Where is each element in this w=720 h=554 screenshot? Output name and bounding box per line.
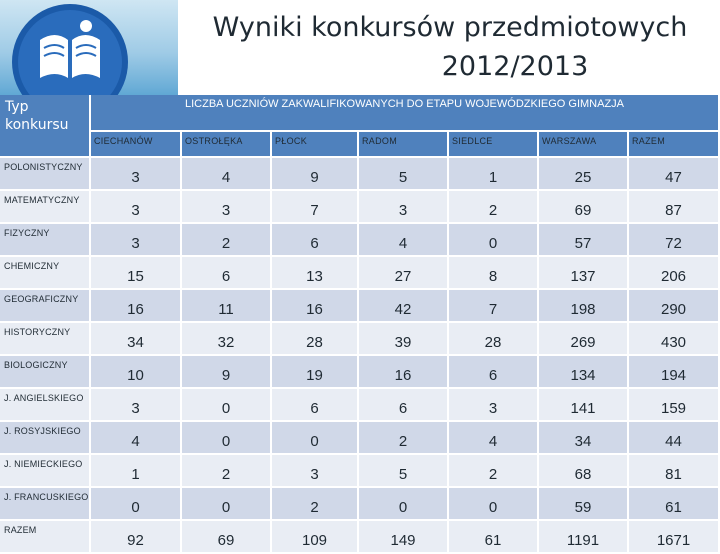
table-cell: 61 bbox=[629, 488, 720, 521]
table-row bbox=[0, 158, 720, 191]
table-cell: 25 bbox=[539, 158, 629, 191]
table-cell: 4 bbox=[91, 422, 182, 455]
table-cell: 149 bbox=[359, 521, 449, 554]
table-cell: 6 bbox=[449, 356, 539, 389]
table-row bbox=[0, 257, 720, 290]
table-cell: 2 bbox=[449, 455, 539, 488]
table-cell: 3 bbox=[91, 158, 182, 191]
table-cell: 0 bbox=[91, 488, 182, 521]
row-label: POLONISTYCZNY bbox=[0, 158, 91, 191]
column-header: OSTROŁĘKA bbox=[182, 132, 272, 158]
row-label: RAZEM bbox=[0, 521, 91, 554]
table-cell: 1 bbox=[91, 455, 182, 488]
table-cell: 16 bbox=[91, 290, 182, 323]
table-cell: 10 bbox=[91, 356, 182, 389]
table-cell: 0 bbox=[359, 488, 449, 521]
table-cell: 11 bbox=[182, 290, 272, 323]
table-cell: 0 bbox=[449, 488, 539, 521]
table-cell: 27 bbox=[359, 257, 449, 290]
table-cell: 6 bbox=[182, 257, 272, 290]
row-label: FIZYCZNY bbox=[0, 224, 91, 257]
table-cell: 6 bbox=[272, 389, 359, 422]
table-cell: 3 bbox=[359, 191, 449, 224]
column-header: SIEDLCE bbox=[449, 132, 539, 158]
table-row bbox=[0, 422, 720, 455]
table-cell: 1 bbox=[449, 158, 539, 191]
table-cell: 198 bbox=[539, 290, 629, 323]
table-cell: 57 bbox=[539, 224, 629, 257]
table-cell: 2 bbox=[182, 455, 272, 488]
table-cell: 39 bbox=[359, 323, 449, 356]
mscdn-logo bbox=[0, 0, 178, 96]
table-cell: 2 bbox=[449, 191, 539, 224]
table-cell: 109 bbox=[272, 521, 359, 554]
table-cell: 137 bbox=[539, 257, 629, 290]
table-cell: 69 bbox=[539, 191, 629, 224]
super-header-text: LICZBA UCZNIÓW ZAKWALIFIKOWANYCH DO ETAPU WOJEWÓDZKIEGO GIMNAZJA bbox=[185, 98, 625, 110]
corner-header: Typ konkursu bbox=[0, 95, 91, 158]
table-row bbox=[0, 224, 720, 257]
table-cell: 141 bbox=[539, 389, 629, 422]
table-cell: 47 bbox=[629, 158, 720, 191]
table-cell: 3 bbox=[91, 224, 182, 257]
table-cell: 0 bbox=[182, 389, 272, 422]
table-cell: 269 bbox=[539, 323, 629, 356]
title-line-1: Wyniki konkursów przedmiotowych bbox=[212, 12, 688, 43]
title-line-2: 2012/2013 bbox=[441, 51, 589, 82]
table-cell: 16 bbox=[272, 290, 359, 323]
column-header: WARSZAWA bbox=[539, 132, 629, 158]
table-cell: 6 bbox=[272, 224, 359, 257]
row-label: HISTORYCZNY bbox=[0, 323, 91, 356]
table-row bbox=[0, 521, 720, 554]
table-cell: 290 bbox=[629, 290, 720, 323]
book-logo-icon bbox=[0, 0, 178, 96]
table-row bbox=[0, 290, 720, 323]
table-cell: 430 bbox=[629, 323, 720, 356]
row-label: BIOLOGICZNY bbox=[0, 356, 91, 389]
table-cell: 4 bbox=[182, 158, 272, 191]
table-cell: 19 bbox=[272, 356, 359, 389]
table-cell: 0 bbox=[272, 422, 359, 455]
table-cell: 134 bbox=[539, 356, 629, 389]
table-cell: 1191 bbox=[539, 521, 629, 554]
table-cell: 81 bbox=[629, 455, 720, 488]
table-row bbox=[0, 356, 720, 389]
row-label: J. ANGIELSKIEGO bbox=[0, 389, 91, 422]
table-cell: 4 bbox=[359, 224, 449, 257]
table-row bbox=[0, 389, 720, 422]
table-cell: 28 bbox=[449, 323, 539, 356]
table-cell: 3 bbox=[449, 389, 539, 422]
table-cell: 9 bbox=[272, 158, 359, 191]
results-table bbox=[0, 95, 720, 554]
table-row bbox=[0, 191, 720, 224]
super-header bbox=[91, 95, 720, 132]
table-cell: 194 bbox=[629, 356, 720, 389]
table-cell: 5 bbox=[359, 455, 449, 488]
table-cell: 7 bbox=[449, 290, 539, 323]
table-cell: 16 bbox=[359, 356, 449, 389]
table-cell: 28 bbox=[272, 323, 359, 356]
table-row bbox=[0, 455, 720, 488]
table-cell: 6 bbox=[359, 389, 449, 422]
table-cell: 34 bbox=[539, 422, 629, 455]
table-cell: 159 bbox=[629, 389, 720, 422]
table-cell: 72 bbox=[629, 224, 720, 257]
table-cell: 0 bbox=[182, 488, 272, 521]
column-header: RADOM bbox=[359, 132, 449, 158]
table-cell: 15 bbox=[91, 257, 182, 290]
table-cell: 3 bbox=[91, 389, 182, 422]
table-cell: 13 bbox=[272, 257, 359, 290]
table-cell: 4 bbox=[449, 422, 539, 455]
row-label: CHEMICZNY bbox=[0, 257, 91, 290]
table-cell: 69 bbox=[182, 521, 272, 554]
table-row bbox=[0, 323, 720, 356]
table-cell: 87 bbox=[629, 191, 720, 224]
table-cell: 1671 bbox=[629, 521, 720, 554]
table-cell: 7 bbox=[272, 191, 359, 224]
table-cell: 59 bbox=[539, 488, 629, 521]
page-title bbox=[180, 8, 720, 86]
row-label: J. FRANCUSKIEGO bbox=[0, 488, 91, 521]
table-cell: 8 bbox=[449, 257, 539, 290]
table-cell: 3 bbox=[182, 191, 272, 224]
table-cell: 9 bbox=[182, 356, 272, 389]
table-cell: 92 bbox=[91, 521, 182, 554]
table-cell: 2 bbox=[359, 422, 449, 455]
table-cell: 2 bbox=[272, 488, 359, 521]
table-cell: 2 bbox=[182, 224, 272, 257]
table-cell: 44 bbox=[629, 422, 720, 455]
table-cell: 0 bbox=[449, 224, 539, 257]
table-cell: 61 bbox=[449, 521, 539, 554]
row-label: MATEMATYCZNY bbox=[0, 191, 91, 224]
column-header: RAZEM bbox=[629, 132, 720, 158]
table-cell: 5 bbox=[359, 158, 449, 191]
table-cell: 42 bbox=[359, 290, 449, 323]
table-row bbox=[0, 488, 720, 521]
table-cell: 3 bbox=[272, 455, 359, 488]
table-cell: 32 bbox=[182, 323, 272, 356]
row-label: J. ROSYJSKIEGO bbox=[0, 422, 91, 455]
row-label: J. NIEMIECKIEGO bbox=[0, 455, 91, 488]
table-cell: 68 bbox=[539, 455, 629, 488]
row-label: GEOGRAFICZNY bbox=[0, 290, 91, 323]
table-cell: 206 bbox=[629, 257, 720, 290]
column-header: PŁOCK bbox=[272, 132, 359, 158]
column-header: CIECHANÓW bbox=[91, 132, 182, 158]
table-cell: 34 bbox=[91, 323, 182, 356]
table-cell: 3 bbox=[91, 191, 182, 224]
table-cell: 0 bbox=[182, 422, 272, 455]
